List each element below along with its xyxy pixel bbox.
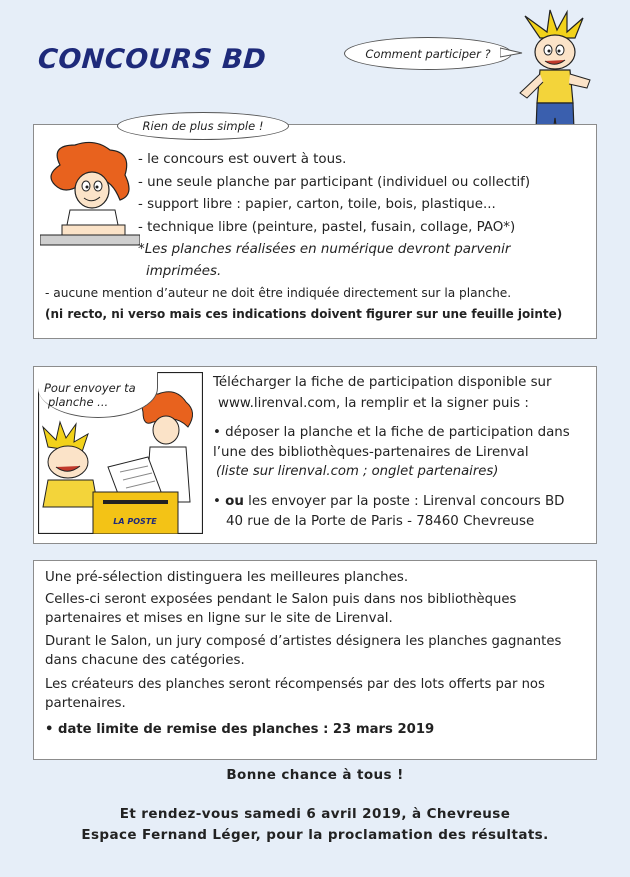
author-rule: - aucune mention d’auteur ne doit être indiquée directement sur la planche.: [45, 286, 512, 300]
selection-p2-line1: Celles-ci seront exposées pendant le Salon puis dans nos bibliothèques: [45, 592, 517, 607]
rule-item: - une seule planche par participant (individuel ou collectif): [138, 175, 531, 190]
mailbox-label: LA POSTE: [113, 517, 157, 526]
selection-p2-line2: partenaires et mises en ligne sur le site de Lirenval.: [45, 611, 393, 626]
deposit-bullet-2: l’une des bibliothèques-partenaires de Lirenval: [213, 445, 529, 460]
partners-note: (liste sur lirenval.com ; onglet partenaires): [216, 464, 499, 479]
deadline: • date limite de remise des planches : 23 mars 2019: [45, 722, 435, 737]
bubble-text: Comment participer ?: [365, 46, 491, 61]
postal-address: 40 rue de la Porte de Paris - 78460 Chevreuse: [226, 514, 535, 529]
post-bullet-rest: les envoyer par la poste : Lirenval concours BD: [243, 494, 565, 509]
download-instruction: Télécharger la fiche de participation disponible sur: [213, 375, 552, 390]
rule-item: - le concours est ouvert à tous.: [138, 152, 347, 167]
rule-item: - support libre : papier, carton, toile, bois, plastique...: [138, 197, 496, 212]
selection-p3-line2: dans chacune des catégories.: [45, 653, 245, 668]
speech-bubble-rien-de-plus-simple: [117, 112, 289, 140]
page-title: CONCOURS BD: [36, 44, 268, 75]
rule-item: - technique libre (peinture, pastel, fusain, collage, PAO*): [138, 220, 516, 235]
bubble-text: Rien de plus simple !: [142, 119, 264, 133]
selection-p3-line1: Durant le Salon, un jury composé d’artistes désignera les planches gagnantes: [45, 634, 562, 649]
author-note: (ni recto, ni verso mais ces indications doivent figurer sur une feuille jointe): [45, 307, 563, 321]
speech-bubble-comment-participer: [344, 37, 512, 70]
selection-p4-line2: partenaires.: [45, 696, 126, 711]
digital-note-line1: *Les planches réalisées en numérique devront parvenir: [138, 242, 511, 257]
deposit-bullet: • déposer la planche et la fiche de participation dans: [213, 425, 570, 440]
post-bullet-ou: ou: [225, 494, 244, 509]
girl-character-illustration: [40, 140, 140, 255]
digital-note-line2: imprimées.: [146, 264, 222, 279]
bubble-text-line1: Pour envoyer ta: [44, 380, 136, 395]
post-bullet: [213, 494, 564, 509]
meet-line2: Espace Fernand Léger, pour la proclamation des résultats.: [81, 827, 549, 843]
selection-p1: Une pré-sélection distinguera les meilleures planches.: [45, 570, 409, 585]
post-bullet-prefix: •: [213, 494, 226, 509]
bubble-text-line2: planche ...: [48, 394, 109, 409]
selection-p4-line1: Les créateurs des planches seront récompensés par des lots offerts par nos: [45, 677, 545, 692]
download-instruction-2: www.lirenval.com, la remplir et la signer puis :: [218, 396, 529, 411]
good-luck: Bonne chance à tous !: [226, 767, 404, 783]
meet-line1: Et rendez-vous samedi 6 avril 2019, à Chevreuse: [119, 806, 511, 822]
